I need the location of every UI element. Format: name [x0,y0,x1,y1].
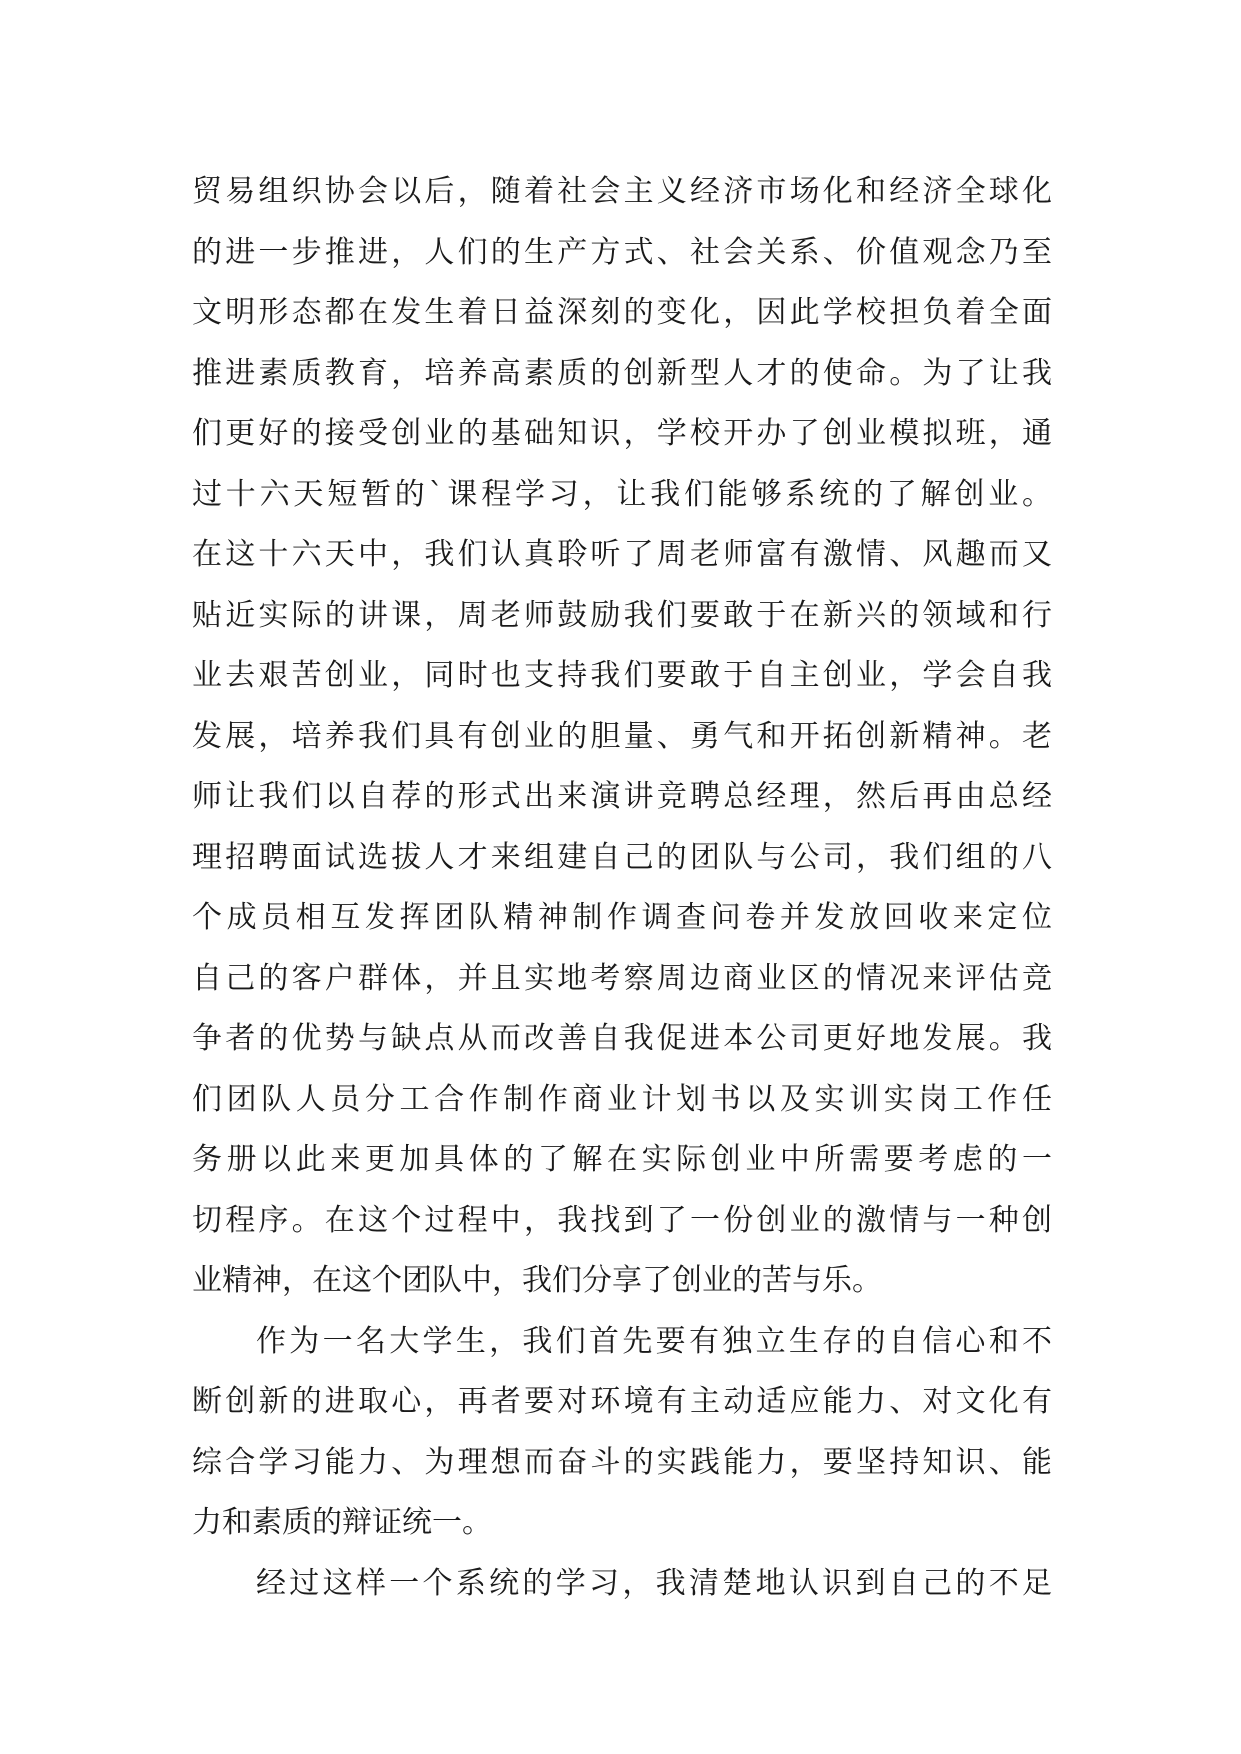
text-line: 过十六天短暂的`课程学习，让我们能够系统的了解创业。 [192,476,1052,512]
text-line: 文明形态都在发生着日益深刻的变化，因此学校担负着全面 [192,295,1052,330]
text-line: 断创新的进取心，再者要对环境有主动适应能力、对文化有 [192,1384,1052,1419]
text-line: 发展，培养我们具有创业的胆量、勇气和开拓创新精神。老 [192,718,1052,754]
text-line: 切程序。在这个过程中，我找到了一份创业的激情与一种创 [192,1202,1052,1238]
text-line: 在这十六天中，我们认真聆听了周老师富有激情、风趣而又 [192,537,1052,572]
text-line: 们团队人员分工合作制作商业计划书以及实训实岗工作任 [192,1081,1052,1117]
text-line: 业精神，在这个团队中，我们分享了创业的苦与乐。 [192,1263,882,1298]
text-line: 自己的客户群体，并且实地考察周边商业区的情况来评估竞 [192,960,1052,996]
text-line: 个成员相互发挥团队精神制作调查问卷并发放回收来定位 [192,900,1052,935]
text-line: 力和素质的辩证统一。 [192,1505,492,1540]
text-line: 的进一步推进，人们的生产方式、社会关系、价值观念乃至 [192,234,1052,270]
text-line: 经过这样一个系统的学习，我清楚地认识到自己的不足 [256,1565,1052,1601]
text-line: 务册以此来更加具体的了解在实际创业中所需要考虑的一 [192,1142,1052,1177]
text-line: 推进素质教育，培养高素质的创新型人才的使命。为了让我 [192,355,1052,391]
text-line: 业去艰苦创业，同时也支持我们要敢于自主创业，学会自我 [192,658,1052,693]
text-line: 作为一名大学生，我们首先要有独立生存的自信心和不 [256,1323,1052,1359]
text-line: 们更好的接受创业的基础知识，学校开办了创业模拟班，通 [192,416,1052,451]
text-line: 贸易组织协会以后，随着社会主义经济市场化和经济全球化 [192,174,1052,209]
text-line: 贴近实际的讲课，周老师鼓励我们要敢于在新兴的领域和行 [192,597,1052,633]
text-line: 综合学习能力、为理想而奋斗的实践能力，要坚持知识、能 [192,1444,1052,1480]
text-line: 师让我们以自荐的形式出来演讲竞聘总经理，然后再由总经 [192,779,1052,814]
text-line: 争者的优势与缺点从而改善自我促进本公司更好地发展。我 [192,1021,1052,1056]
body-text [192,162,1052,1614]
text-line: 理招聘面试选拔人才来组建自己的团队与公司，我们组的八 [192,839,1052,875]
